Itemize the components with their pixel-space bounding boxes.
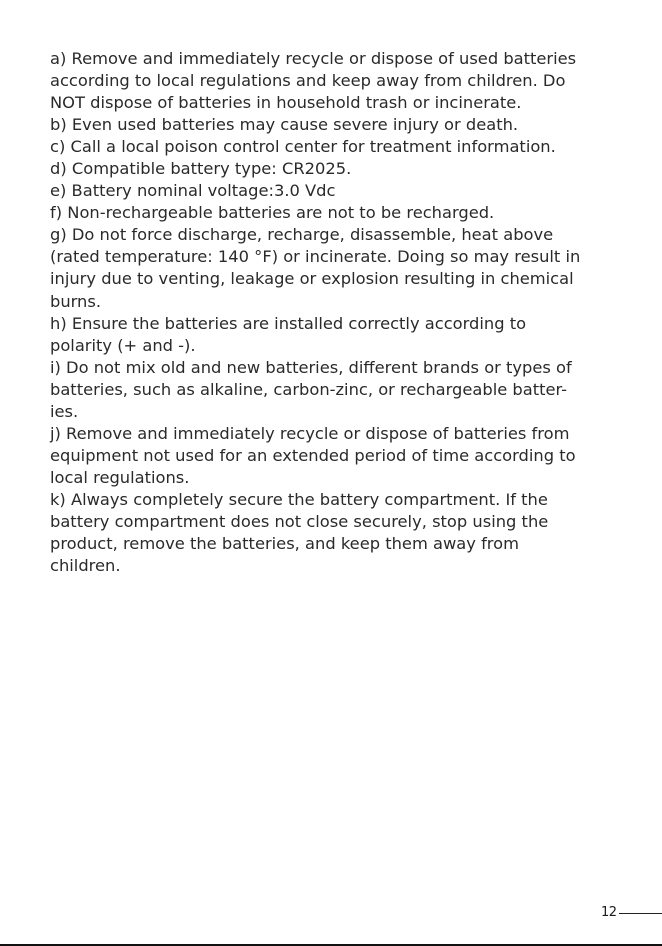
page-number-rule	[619, 913, 662, 914]
instruction-line: batteries, such as alkaline, carbon-zinc, or rechargeable batter-	[50, 379, 568, 399]
instruction-line: i) Do not mix old and new batteries, different brands or types of	[50, 357, 572, 377]
instruction-line: f) Non-rechargeable batteries are not to be recharged.	[50, 203, 495, 223]
instruction-line: equipment not used for an extended period of time according to	[50, 445, 576, 465]
instruction-line: k) Always completely secure the battery compartment. If the	[50, 489, 548, 509]
instruction-line: local regulations.	[50, 467, 190, 487]
instruction-line: d) Compatible battery type: CR2025.	[50, 159, 352, 179]
instruction-line: g) Do not force discharge, recharge, disassemble, heat above	[50, 225, 554, 245]
instruction-line: e) Battery nominal voltage:3.0 Vdc	[50, 181, 336, 201]
instruction-line: product, remove the batteries, and keep them away from	[50, 534, 519, 554]
instruction-line: j) Remove and immediately recycle or dispose of batteries from	[50, 423, 570, 443]
instruction-line: c) Call a local poison control center for treatment information.	[50, 137, 556, 157]
instruction-line: polarity (+ and -).	[50, 335, 196, 355]
page-number: 12	[601, 905, 617, 920]
instruction-line: a) Remove and immediately recycle or dispose of used batteries	[50, 49, 577, 68]
instruction-line: b) Even used batteries may cause severe injury or death.	[50, 115, 519, 135]
instruction-line: (rated temperature: 140 °F) or incinerate. Doing so may result in	[50, 247, 581, 267]
instruction-line: children.	[50, 556, 121, 576]
instruction-line: battery compartment does not close securely, stop using the	[50, 511, 549, 531]
instruction-line: h) Ensure the batteries are installed correctly according to	[50, 313, 527, 333]
instruction-line: ies.	[50, 401, 79, 421]
battery-safety-instructions	[50, 48, 625, 577]
instruction-line: injury due to venting, leakage or explosion resulting in chemical	[50, 269, 574, 289]
instruction-line: burns.	[50, 291, 102, 311]
instruction-line: NOT dispose of batteries in household trash or incinerate.	[50, 93, 522, 113]
instruction-line: according to local regulations and keep away from children. Do	[50, 71, 566, 91]
